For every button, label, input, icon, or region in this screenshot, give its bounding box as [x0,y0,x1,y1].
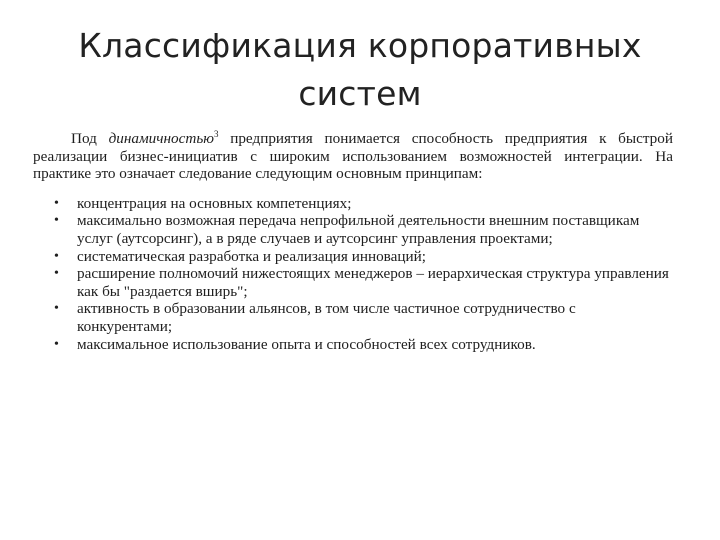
intro-paragraph [33,130,673,183]
intro-prefix: Под [71,130,109,147]
intro-term: динамичностью [108,130,214,147]
bullet-icon: • [54,266,59,282]
list-item-text: концентрация на основных компетенциях; [77,194,352,212]
list-item [54,265,673,300]
principles-list [33,195,673,353]
bullet-icon: • [54,301,59,317]
list-item [54,194,673,213]
bullet-icon: • [54,213,59,229]
bullet-icon: • [54,336,59,352]
scanned-text-block [33,130,673,353]
list-item [54,335,673,354]
bullet-icon: • [54,195,59,211]
list-item-text: систематическая разработка и реализация инноваций; [77,247,426,265]
list-item-text: расширение полномочий нижестоящих менеджеров – иерархическая структура управления как бы "раздается вширь"; [77,265,669,300]
slide-title [60,22,660,118]
list-item [54,300,673,335]
list-item-text: активность в образовании альянсов, в том числе частичное сотрудничество с конкурентами; [77,300,576,335]
bullet-icon: • [54,248,59,264]
slide-title-line-1: Классификация корпоративных [78,26,642,65]
intro-rest: предприятия понимается способность предприятия к быстрой реализации бизнес-инициатив с широким использованием возможностей интеграции. На практике это означает следование следующим основным принципам: [33,130,673,183]
footnote-marker: 3 [213,128,219,139]
list-item [54,212,673,247]
list-item-text: максимально возможная передача непрофильной деятельности внешним поставщикам услуг (аутсорсинг), а в ряде случаев и аутсорсинг управления проектами; [77,212,640,247]
list-item [54,247,673,266]
list-item-text: максимальное использование опыта и способностей всех сотрудников. [77,335,536,353]
slide-title-line-2: систем [298,74,422,113]
